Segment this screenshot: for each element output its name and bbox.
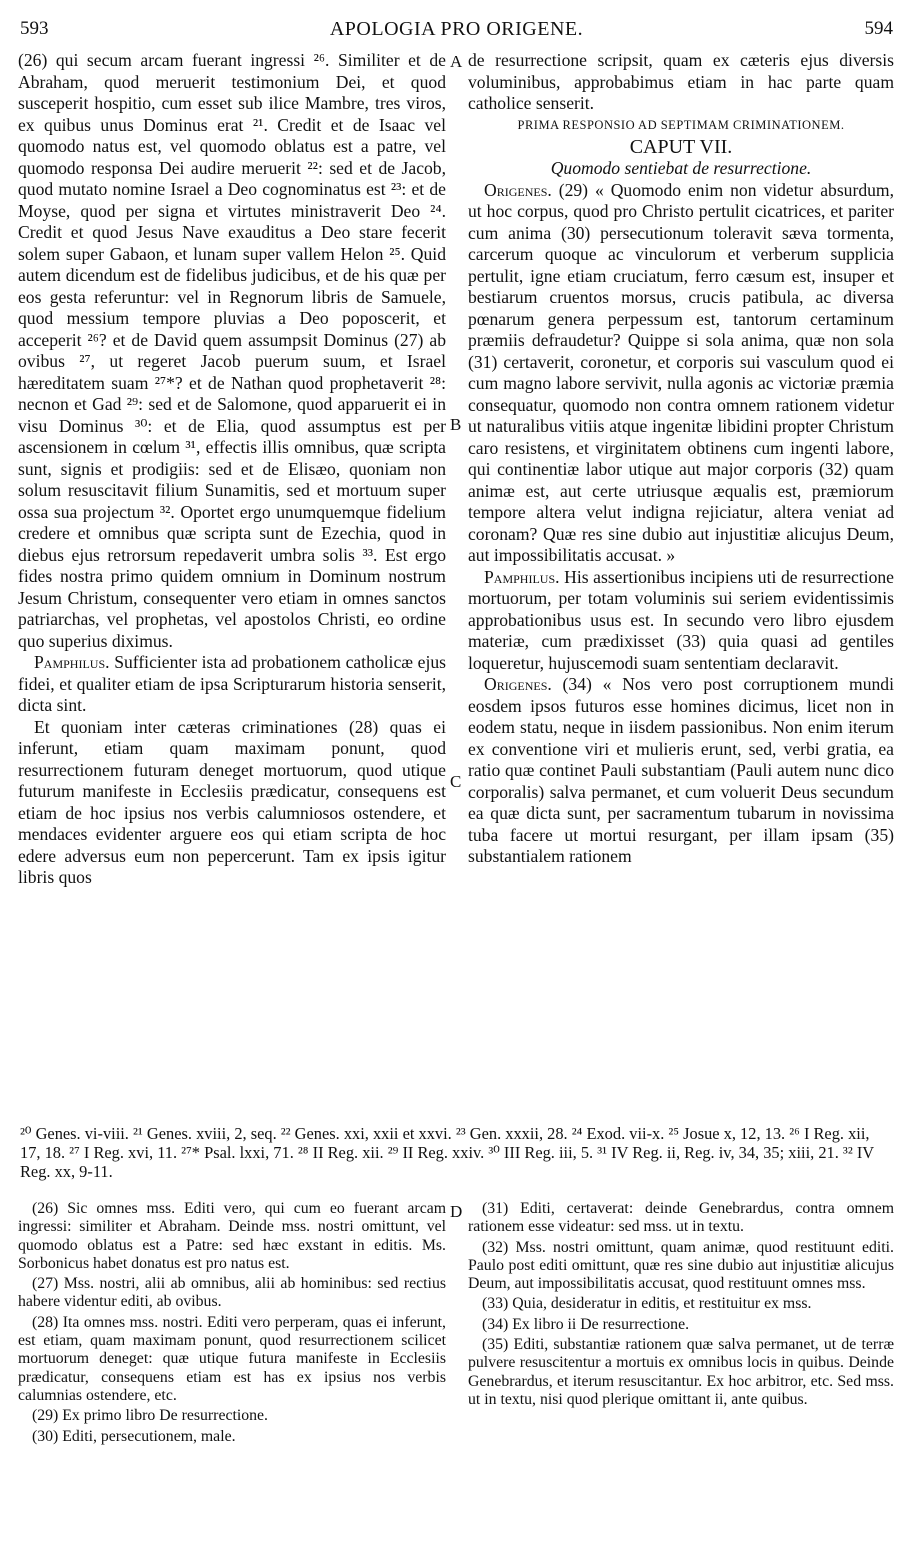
chapter-subtitle: Quomodo sentiebat de resurrectione. <box>550 158 812 178</box>
note-28: (28) Ita omnes mss. nostri. Editi vero perperam, quas ei inferunt, est etiam, quam maximam ponunt, quod resurrectionem scilicet mortuorum deneget: quæ utique futura manifeste in Ecclesiis prædicatur, consequens etiam est has ex ipsius nos verbis calumnias ostendere, etc. <box>18 1313 446 1404</box>
scripture-references-text: ²⁰ Genes. vi-viii. ²¹ Genes. xviii, 2, seq. ²² Genes. xxi, xxii et xxvi. ²³ Gen. xxxii, 28. ²⁴ Exod. vii-x. ²⁵ Josue x, 12, 13. ²⁶ I Reg. xii, 17, 18. ²⁷ I Reg. xvi, 11. ²⁷* Psal. lxxi, 71. ²⁸ II Reg. xii. ²⁹ II Reg. xxiv. ³⁰ III Reg. iii, 5. ³¹ IV Reg. ii, Reg. iv, 34, 35; xiii, 21. ³² IV Reg. xx, 9-11. <box>20 1124 874 1181</box>
right-paragraph-3-text: His assertionibus incipiens uti de resurrectione mortuorum, per totam voluminis sui seriem evidentissimis approbationibus usus est. In secundo vero libro ejusdem materiæ, cum prædixisset (33) quia quasi ad gentiles loqueretur, hujuscemodi suam sententiam declaravit. <box>468 566 894 673</box>
right-paragraph-4-text: (34) « Nos vero post corruptionem mundi eosdem ipsos futuros esse homines dicimus, licet non in eodem statu, neque in iisdem passionibus. Non enim iterum ex conventione viri et mulieris erunt, sed, verbi gratia, ea ratio quæ continet Pauli substantiam (Pauli autem nunc dico corporalis) salva permanet, et cum voluerit Deus secundum ea quæ dicta sunt, per sacramentum tubarum in novissima tuba facere ut mortui resurgant, per illam ipsam (35) substantialem rationem <box>468 674 894 866</box>
note-30: (30) Editi, persecutionem, male. <box>32 1427 236 1445</box>
margin-marker-d: D <box>450 1202 463 1221</box>
note-26: (26) Sic omnes mss. Editi vero, qui cum eo fuerant arcam ingressi: similiter et Abraham. Deinde mss. nostri omittunt, vel quomodo oblatus est a Patre: sed hæc exstant in editis. Ms. Sorbonicus habet donatus est pro natus est. <box>18 1200 446 1272</box>
chapter-title: CAPUT VII. <box>629 136 733 158</box>
note-35: (35) Editi, substantiæ rationem quæ salva permanet, ut de terræ pulvere resuscitentur a mortuis ex omnibus locis in quibus. Deinde Genebrardus, et iterum resuscitantur. Ex hoc arbitror, etc. Sed mss. ut in textu, nisi quod plerique omittant ii, ante quibus. <box>468 1336 894 1408</box>
right-text-column <box>468 50 894 1120</box>
right-paragraph-4 <box>468 674 894 868</box>
note-29: (29) Ex primo libro De resurrectione. <box>32 1407 268 1425</box>
left-paragraph-1: (26) qui secum arcam fuerant ingressi ²⁶. Similiter et de Abraham, quod meruerit testimonium Dei, et quod susceperit hospitio, cum esset sub ilice Mambre, tres viros, ex quibus unus Dominus erat ²¹. Credit et de Isaac vel quomodo natus est, vel quomodo oblatus est a patre, vel quomodo responsa Dei audire meruerit ²²: sed et de Jacob, quod mutato nomine Israel a Deo cognominatus est ²³: et de Moyse, quod per signa et virtutes ministraverit Deo ²⁴. Credit et quod Jesus Nave exauditus a Deo stare fecerit solem super Gabaon, et lunam super vallem Helon ²⁵. Quid autem dicendum est de fidelibus judicibus, et de his quæ per eos gesta referuntur: vel in Regnorum libris de Samuele, quod messium tempore pluvias a Deo poposcerit, et acceperit ²⁶? et de David quem assumpsit Dominus (27) ab ovibus ²⁷, ut regeret Jacob puerum suum, et Israel hæreditatem suam ²⁷*? et de Nathan quod prophetaverit ²⁸: necnon et Gad ²⁹: sed et de Salomone, quod apparuerit ei in visu Dominus ³⁰: et de Elia, quod assumptus est per ascensionem in cœlum ³¹, effectis illis omnibus, quæ scripta sunt, signis et prodigiis: sed et de Elisæo, quoniam non solum resuscitavit filium Sunamitis, sed et mortuum super ossa sua projectum ³². Oportet ergo unumquemque fidelium credere et omnibus quæ scripta sunt de Ezechia, quod in diebus ejus retrorsum repedaverit umbra solis ³³. Est ergo fides nostra primo quidem omnium in Dominum nostrum Jesum Christum, consequenter vero etiam in omnes sanctos patriarchas, vel prophetas, vel apostolos Christi, eo ordine quo superius diximus. <box>18 50 446 651</box>
section-heading: PRIMA RESPONSIO AD SEPTIMAM CRIMINATIONEM. <box>517 117 845 132</box>
left-text-column <box>18 50 446 1120</box>
margin-marker-b: B <box>450 415 462 434</box>
note-31: (31) Editi, certaverat: deinde Genebrardus, contra omnem rationem esse videatur: sed mss. ut in textu. <box>468 1200 894 1236</box>
margin-marker-c: C <box>450 772 462 791</box>
page-number-right: 594 <box>864 18 893 39</box>
right-paragraph-2-text: (29) « Quomodo enim non videtur absurdum, ut hoc corpus, quod pro Christo pertulit cicatrices, et pariter cum anima (30) persecutionum toleravit sæva tormenta, carcerum quoque ac vinculorum et verberum supplicia pertulit, igne etiam cruciatum, ferro cæsum est, insuper et bestiarum cruentos morsus, crucis patibula, ac diversa pœnarum genera perpessum est, tantorum certaminum præmiis defraudetur? Quippe si sola anima, quæ non sola (31) certaverit, coronetur, et corporis sui vasculum quod ei cum magno labore servivit, nulla agonis ac victoriæ præmia consequatur, quomodo non contra omnem rationem videtur ut naturalibus vitiis atque ingenitæ libidini propter Christum caro resistens, et virginitatem obtinens cum ingenti labore, qui continentiæ labor utique aut major corporis (32) quam animæ est, aut certe utriusque æqualis est, præmiorum tempore altera velut indigna rejiciatur, altera veniat ad coronam? Quæ res sine dubio aut injustitiæ alicujus Deum, aut impossibilitatis accusat. » <box>468 179 894 565</box>
page-header <box>20 18 893 44</box>
running-title: APOLOGIA PRO ORIGENE. <box>329 18 584 40</box>
note-32: (32) Mss. nostri omittunt, quam animæ, quod restituunt editi. Paulo post editi omittunt, quæ res sine dubio aut injustitiæ alicujus Deum, aut impossibilitatis accusat, quod restituunt omnes mss. <box>468 1238 894 1293</box>
right-paragraph-1: de resurrectione scripsit, quam ex cæteris ejus diversis voluminibus, approbabimus etiam in hac parte quam catholice senserit. <box>468 50 894 113</box>
speaker-pamphilus: Pamphilus. <box>34 652 110 672</box>
notes-right-column <box>468 1200 894 1540</box>
notes-left-column <box>18 1200 446 1540</box>
scripture-references <box>20 1124 893 1181</box>
speaker-pamphilus: Pamphilus. <box>484 566 560 587</box>
right-paragraph-2 <box>468 180 894 567</box>
speaker-origenes: Origenes. <box>484 179 552 200</box>
speaker-origenes: Origenes. <box>484 674 552 694</box>
left-paragraph-2 <box>18 652 446 717</box>
note-33: (33) Quia, desideratur in editis, et restituitur ex mss. <box>482 1295 812 1313</box>
margin-marker-a: A <box>450 52 463 71</box>
note-27: (27) Mss. nostri, alii ab omnibus, alii ab hominibus: sed rectius habere videntur editi, ab ovibus. <box>18 1275 446 1311</box>
page-number-left: 593 <box>20 18 49 39</box>
left-paragraph-3: Et quoniam inter cæteras criminationes (28) quas ei inferunt, etiam quam maximam ponunt, quod resurrectionem futuram deneget mortuorum, quod utique futurum manifeste in Ecclesiis prædicatur, consequens est etiam de hoc ipsius nos verbis calumniosos ostendere, et mendaces evidenter arguere eos qui etiam scripta de hoc edere adversus eum non pepercerunt. Tam ex ipsis igitur libris quos <box>18 716 446 887</box>
note-34: (34) Ex libro ii De resurrectione. <box>482 1315 690 1333</box>
left-paragraph-2-text: Sufficienter ista ad probationem catholicæ ejus fidei, et qualiter etiam de ipsa Scripturarum historia senserit, dicta sint. <box>18 652 446 715</box>
right-paragraph-3 <box>468 567 894 675</box>
